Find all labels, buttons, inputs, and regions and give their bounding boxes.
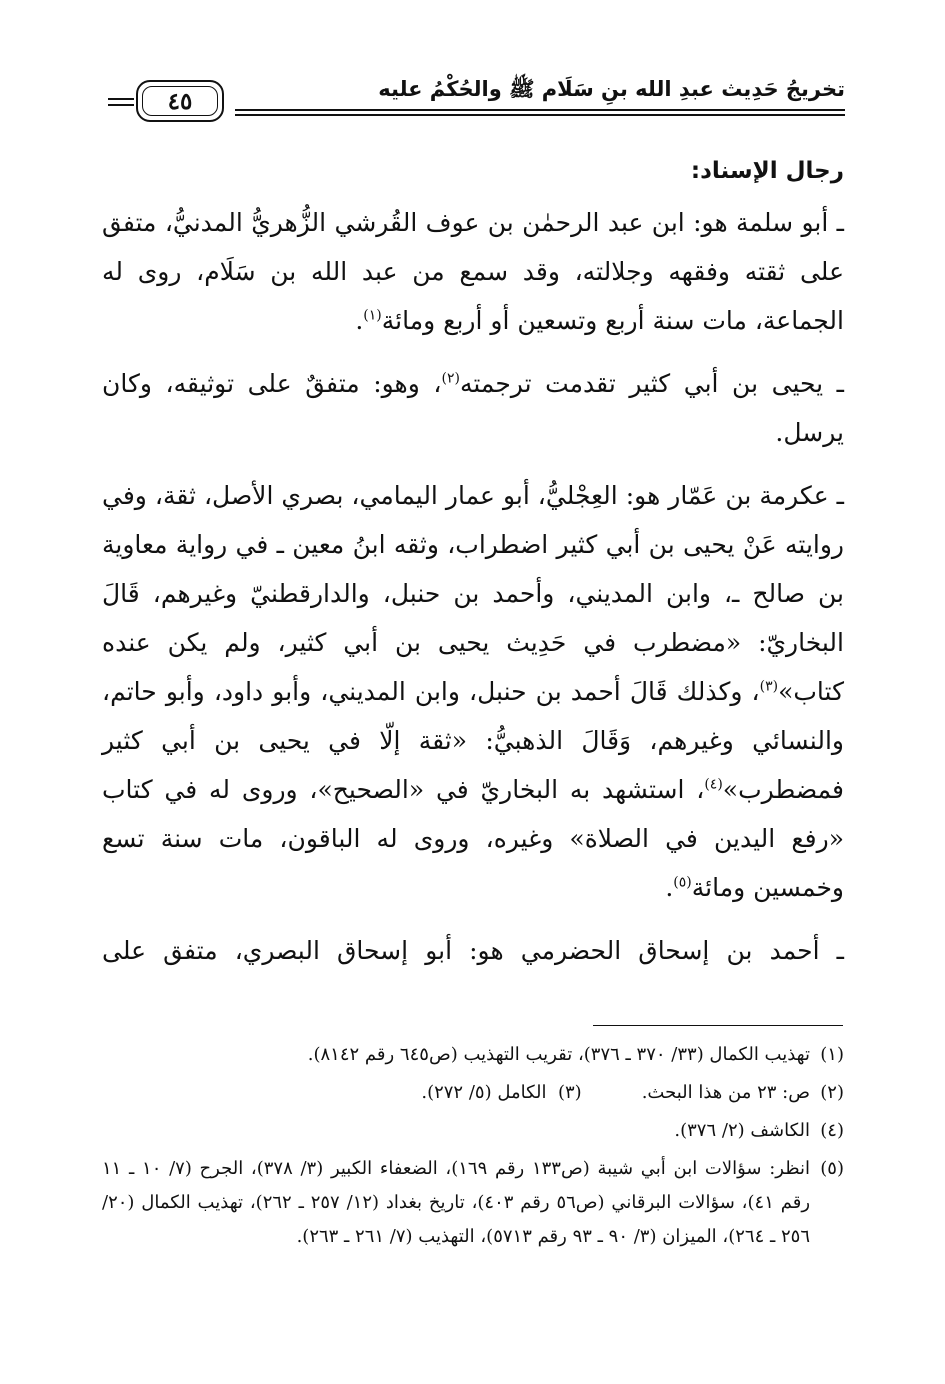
header-ornament <box>108 98 134 100</box>
footnote-number: (١) <box>820 1044 844 1065</box>
paragraph-text: ، استشهد به البخاريّ في «الصحيح»، وروى له في كتاب «رفع اليدين في الصلاة» وغيره، وروى له الباقون، مات سنة تسع وخمسين ومائة <box>102 775 844 902</box>
main-text <box>102 150 844 989</box>
paragraph-text: . <box>355 306 364 335</box>
paragraph <box>102 471 844 912</box>
footnote-text: الكاشف (٢/ ٣٧٦). <box>674 1120 810 1141</box>
paragraph <box>102 926 844 975</box>
header-rule <box>235 109 845 111</box>
page-number: ٤٥ <box>136 80 224 122</box>
footnote-text: الكامل (٥/ ٢٧٢). <box>421 1082 547 1103</box>
paragraph-text: ـ أبو سلمة هو: ابن عبد الرحمٰن بن عوف القُرشي الزُّهريُّ المدنيُّ، متفق على ثقته وفقهه وجلالته، وقد سمع من عبد الله بن سَلَام، روى له الجماعة، مات سنة أربع وتسعين أو أربع ومائة <box>102 208 844 335</box>
paragraph <box>102 359 844 457</box>
paragraph <box>102 198 844 345</box>
footnote-text: تهذيب الكمال (٣٣/ ٣٧٠ ـ ٣٧٦)، تقريب التهذيب (ص٦٤٥ رقم ٨١٤٢). <box>307 1044 810 1065</box>
section-heading: رجال الإسناد: <box>690 158 844 184</box>
footnote-number: (٥) <box>820 1158 844 1179</box>
footnote-marker[interactable]: (١) <box>363 307 382 324</box>
paragraph-text: . <box>665 873 674 902</box>
page-header <box>100 68 845 128</box>
footnote <box>102 1038 844 1072</box>
footnote <box>102 1152 844 1254</box>
footnote <box>102 1114 844 1148</box>
footnote-inline <box>421 1076 581 1110</box>
footnote-number: (٣) <box>557 1082 582 1103</box>
paragraph-text: ـ يحيى بن أبي كثير تقدمت ترجمته <box>459 369 844 398</box>
footnote-marker[interactable]: (٥) <box>673 874 692 891</box>
footnote-number: (٢) <box>820 1082 844 1103</box>
footnote-text: انظر: سؤالات ابن أبي شيبة (ص١٣٣ رقم ١٦٩)، الضعفاء الكبير (٣/ ٣٧٨)، الجرح (٧/ ١٠ ـ ١١ رقم ٤١)، سؤالات البرقاني (ص٥٦ رقم ٤٠٣)، تاريخ بغداد (١٢/ ٢٥٧ ـ ٢٦٢)، تهذيب الكمال (٢٠/ ٢٥٦ ـ ٢٦٤)، الميزان (٣/ ٩٠ ـ ٩٣ رقم ٥٧١٣)، التهذيب (٧/ ٢٦١ ـ ٢٦٣). <box>102 1158 811 1247</box>
footnote-marker[interactable]: (٤) <box>704 776 723 793</box>
footnote-divider <box>593 1025 843 1026</box>
footnotes <box>102 1038 844 1258</box>
paragraph-text: ، وهو: متفقٌ على توثيقه، وكان يرسل. <box>102 369 844 447</box>
header-ornament <box>108 104 134 106</box>
footnote <box>102 1076 844 1110</box>
paragraph-text: ـ عكرمة بن عَمّار هو: العِجْليُّ، أبو عمار اليمامي، بصري الأصل، ثقة، وفي روايته عَنْ يحيى بن أبي كثير اضطراب، وثقه ابنُ معين ـ في رواية معاوية بن صالح ـ، وابن المديني، وأحمد بن حنبل، والدارقطنيّ وغيرهم، قَالَ البخاريّ: «مضطرب في حَدِيث يحيى بن أبي كثير، ولم يكن عنده كتاب» <box>102 481 844 706</box>
paragraph-text: ـ أحمد بن إسحاق الحضرمي هو: أبو إسحاق البصري، متفق على <box>102 936 844 965</box>
paragraph-text: ، وكذلك قَالَ أحمد بن حنبل، وابن المديني، وأبو داود، وأبو حاتم، والنسائي وغيرهم، وَقَالَ الذهبيُّ: «ثقة إلّا في يحيى بن أبي كثير فمضطرب» <box>102 677 844 804</box>
footnote-text: ص: ٢٣ من هذا البحث. <box>641 1082 810 1103</box>
footnote-marker[interactable]: (٢) <box>441 370 460 387</box>
running-title: تخريجُ حَدِيث عبدِ الله بنِ سَلَام ﷺ والحُكْمُ عليه <box>378 77 845 101</box>
header-rule <box>235 114 845 116</box>
footnote-number: (٤) <box>820 1120 844 1141</box>
footnote-marker[interactable]: (٣) <box>759 678 779 695</box>
footnote-text-group <box>102 1076 810 1110</box>
